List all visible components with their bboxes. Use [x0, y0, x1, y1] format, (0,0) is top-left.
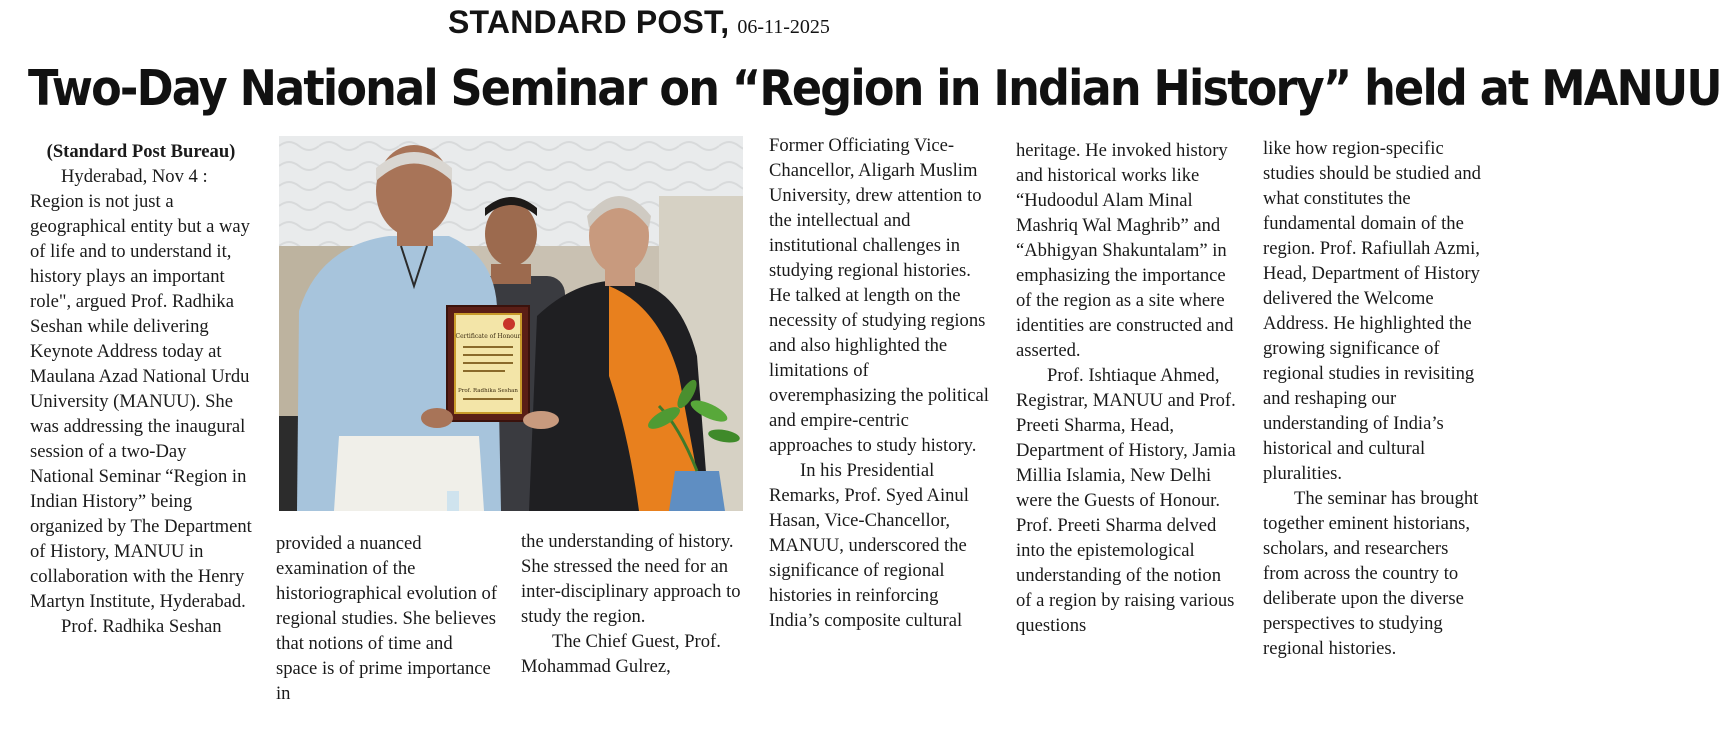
newspaper-name: STANDARD POST,	[448, 4, 730, 40]
paragraph: In his Presidential Remarks, Prof. Syed Ainul Hasan, Vice-Chancellor, MANUU, underscored the significance of regional histories in reinforcing India’s composite cultural	[769, 460, 969, 631]
plaque-name: Prof. Radhika Seshan	[458, 388, 518, 394]
masthead	[448, 4, 830, 41]
paragraph: Region is not just a geographical entity but a way of life and to understand it, history plays an important role", argued Prof. Radhika Seshan while delivering Keynote Address today at Maulana Azad National Urdu University (MANUU). She was addressing the inaugural session of a two-Day National Seminar “Region in Indian History” being organized by The Department of History, MANUU in collaboration with the Henry Martyn Institute, Hyderabad.	[30, 191, 252, 612]
paragraph: The seminar has brought together eminent historians, scholars, and researchers from across the country to deliberate upon the diverse perspectives to studying regional histories.	[1263, 488, 1479, 659]
dateline: Hyderabad, Nov 4 :	[61, 166, 208, 187]
plaque-title: Certificate of Honour	[455, 333, 521, 340]
paragraph: the understanding of history. She stressed the need for an inter-disciplinary approach to study the region.	[521, 531, 741, 627]
paragraph: Prof. Ishtiaque Ahmed, Registrar, MANUU and Prof. Preeti Sharma, Head, Department of History, Jamia Millia Islamia, New Delhi were the Guests of Honour. Prof. Preeti Sharma delved into the epistemological understanding of the notion of a region by raising various questions	[1016, 365, 1236, 636]
article-column-4	[769, 133, 993, 633]
seminar-photo	[279, 136, 743, 511]
paragraph: Former Officiating Vice-Chancellor, Aligarh Muslim University, drew attention to the intellectual and institutional challenges in studying regional histories. He talked at length on the necessity of studying regions and also highlighted the limitations of overemphasizing the political and empire-centric approaches to study history.	[769, 135, 989, 456]
paragraph: Prof. Radhika Seshan	[61, 616, 222, 637]
byline: (Standard Post Bureau)	[46, 141, 236, 162]
hand	[523, 411, 559, 429]
paragraph: provided a nuanced examination of the historiographical evolution of regional studies. She believes that notions of time and space is of prime importance in	[276, 533, 498, 704]
article-column-5	[1016, 138, 1240, 638]
water-bottle	[447, 491, 459, 511]
paragraph: like how region-specific studies should be studied and what constitutes the fundamental domain of the region. Prof. Rafiullah Azmi, Head, Department of History delivered the Welcome Address. He highlighted the growing significance of regional studies in revisiting and reshaping our understanding of India’s historical and cultural pluralities.	[1263, 138, 1481, 484]
paragraph: heritage. He invoked history and historical works like “Hudoodul Alam Minal Mashriq Wal Maghrib” and “Abhigyan Shakuntalam” in emphasizing the importance of the region as a site where identities are constructed and asserted.	[1016, 140, 1234, 361]
article-column-6	[1263, 136, 1485, 661]
photo-illustration	[279, 136, 743, 511]
article-column-3	[521, 529, 743, 679]
article-column-1	[30, 139, 252, 639]
article-column-2	[276, 531, 498, 706]
headline: Two-Day National Seminar on “Region in Indian History” held at MANUU	[28, 60, 1721, 117]
award-plaque	[447, 306, 529, 421]
hand	[421, 408, 453, 428]
paragraph: The Chief Guest, Prof. Mohammad Gulrez,	[521, 631, 721, 677]
publication-date: 06-11-2025	[737, 16, 830, 38]
